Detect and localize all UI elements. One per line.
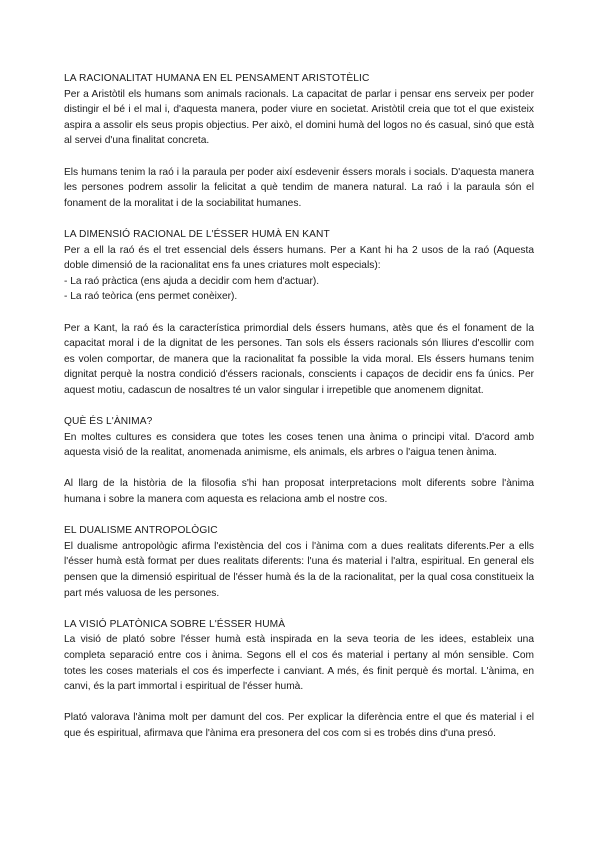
section-dualism <box>64 523 534 601</box>
list-item: - La raó pràctica (ens ajuda a decidir com hem d'actuar). <box>64 275 320 287</box>
section-title: EL DUALISME ANTROPOLÒGIC <box>64 525 218 537</box>
section-aristotle <box>64 71 534 211</box>
paragraph: El dualisme antropològic afirma l'existència del cos i l'ànima com a dues realitats diferents.Per a ells l'ésser humà està format per dues realitats diferents: l'una és material i l'altra, espiritual. En general els pensen que la dimensió espiritual de l'ésser humà és la de la racionalitat, per la qual cosa constitueix la part més valuosa de les persones. <box>64 540 534 599</box>
paragraph: Per a Kant, la raó és la característica primordial dels éssers humans, atès que és el fonament de la capacitat moral i de la dignitat de les persones. Tan sols els éssers racionals són lliures d'escollir com es volen comportar, de manera que la racionalitat fa possible la vida moral. Els éssers humans tenim dignitat perquè la nostra condició d'éssers racionals, conscients i capaços de decidir ens fa únics. Per aquest motiu, cadascun de nosaltres té un valor singular i irrepetible que anomenem dignitat. <box>64 322 534 396</box>
paragraph: Per a Aristòtil els humans som animals racionals. La capacitat de parlar i pensar ens serveix per poder distingir el bé i el mal i, d'aquesta manera, poder viure en societat. Aristòtil creia que tot el que existeix aspira a assolir els seus propis objectius. Per això, el domini humà del logos no és casual, sinó que està al servei d'una finalitat concreta. <box>64 88 535 147</box>
section-title: QUÈ ÉS L'ÀNIMA? <box>64 416 153 428</box>
paragraph: Plató valorava l'ànima molt per damunt del cos. Per explicar la diferència entre el que és material i el que és espiritual, afirmava que l'ànima era presonera del cos com si es trobés dins d'una presó. <box>64 712 534 739</box>
paragraph: La visió de plató sobre l'ésser humà està inspirada en la seva teoria de les idees, estableix una completa separació entre cos i ànima. Segons ell el cos és material i pertany al món sensible. Com totes les coses materials el cos és imperfecte i canviant. A més, és finit perquè és mortal. L'ànima, en canvi, és la part immortal i espiritual de l'ésser humà. <box>64 634 534 693</box>
list-item: - La raó teòrica (ens permet conèixer). <box>64 291 238 303</box>
section-title: LA RACIONALITAT HUMANA EN EL PENSAMENT ARISTOTÈLIC <box>64 73 370 84</box>
section-title: LA VISIÓ PLATÒNICA SOBRE L'ÉSSER HUMÀ <box>64 618 286 630</box>
section-soul <box>64 414 534 508</box>
paragraph-intro: Per a ell la raó és el tret essencial dels éssers humans. Per a Kant hi ha 2 usos de la raó (Aquesta doble dimensió de la racionalitat ens fa unes criatures molt especials): <box>64 244 534 272</box>
section-title: LA DIMENSIÓ RACIONAL DE L'ÉSSER HUMÀ EN KANT <box>64 228 330 240</box>
section-kant <box>64 227 534 399</box>
section-plato <box>64 617 534 742</box>
paragraph: Els humans tenim la raó i la paraula per poder així esdevenir éssers morals i socials. D'aquesta manera les persones podrem assolir la felicitat a què tendim de manera natural. La raó i la paraula són el fonament de la moralitat i de la sociabilitat humanes. <box>64 166 534 209</box>
paragraph: En moltes cultures es considera que totes les coses tenen una ànima o principi vital. D'acord amb aquesta visió de la realitat, anomenada animisme, els animals, els arbres o l'aigua tenen ànima. <box>64 431 534 459</box>
paragraph: Al llarg de la història de la filosofia s'hi han proposat interpretacions molt diferents sobre l'ànima humana i sobre la manera com aquesta es relaciona amb el nostre cos. <box>64 478 534 506</box>
